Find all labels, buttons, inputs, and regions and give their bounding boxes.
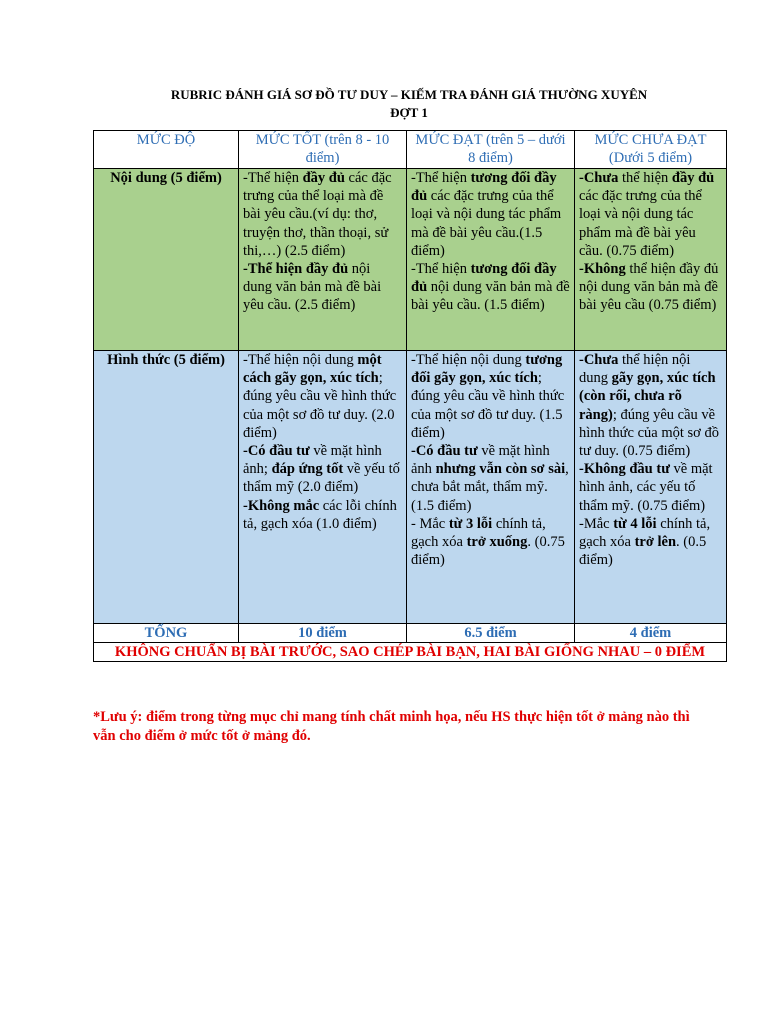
header-level: MỨC ĐỘ	[94, 131, 239, 169]
form-row	[94, 351, 727, 624]
rubric-table	[93, 130, 727, 662]
content-fail-line-2: -Không thể hiện đầy đủ nội dung văn bản mà đề bài yêu cầu (0.75 điểm)	[579, 261, 719, 314]
criterion-form: Hình thức (5 điểm)	[94, 351, 239, 624]
warning-text: KHÔNG CHUẨN BỊ BÀI TRƯỚC, SAO CHÉP BÀI BẠN, HAI BÀI GIỐNG NHAU – 0 ĐIỂM	[94, 643, 727, 662]
note-text: *Lưu ý: điểm trong từng mục chỉ mang tính chất minh họa, nếu HS thực hiện tốt ở mảng nào thì vẫn cho điểm ở mức tốt ở mảng đó.	[93, 709, 690, 744]
content-row	[94, 169, 727, 351]
content-pass-cell	[407, 169, 575, 351]
total-label: TỔNG	[94, 624, 239, 643]
title-line-2: ĐỢT 1	[390, 105, 428, 120]
header-good: MỨC TỐT (trên 8 - 10 điểm)	[239, 131, 407, 169]
form-pass-line-2: -Có đầu tư về mặt hình ảnh nhưng vẫn còn sơ sài, chưa bắt mắt, thẩm mỹ. (1.5 điểm)	[411, 443, 569, 514]
form-fail-line-1: -Chưa thể hiện nội dung gãy gọn, xúc tích (còn rối, chưa rõ ràng); đúng yêu cầu về hình thức của một sơ đồ tư duy. (0.75 điểm)	[579, 352, 719, 460]
total-pass: 6.5 điểm	[407, 624, 575, 643]
content-fail-cell	[575, 169, 727, 351]
criterion-content: Nội dung (5 điểm)	[94, 169, 239, 351]
header-fail: MỨC CHƯA ĐẠT (Dưới 5 điểm)	[575, 131, 727, 169]
form-good-line-1: -Thể hiện nội dung một cách gãy gọn, xúc tích; đúng yêu cầu về hình thức của một sơ đồ tư duy. (2.0 điểm)	[243, 352, 397, 441]
form-fail-line-3: -Mắc từ 4 lỗi chính tả, gạch xóa trở lên. (0.5 điểm)	[579, 515, 711, 569]
document-title	[94, 86, 724, 122]
warning-row	[94, 643, 727, 662]
header-pass: MỨC ĐẠT (trên 5 – dưới 8 điểm)	[407, 131, 575, 169]
form-fail-cell	[575, 351, 727, 624]
content-pass-line-2: -Thể hiện tương đối đầy đủ nội dung văn bản mà đề bài yêu cầu. (1.5 điểm)	[411, 261, 570, 314]
form-fail-line-2: -Không đầu tư về mặt hình ảnh, các yếu tố thẩm mỹ. (0.75 điểm)	[579, 461, 713, 514]
form-good-line-2: -Có đầu tư về mặt hình ảnh; đáp ứng tốt về yếu tố thẩm mỹ (2.0 điểm)	[243, 443, 400, 496]
content-good-line-2: -Thể hiện đầy đủ nội dung văn bản mà đề bài yêu cầu. (2.5 điểm)	[243, 261, 382, 314]
total-good: 10 điểm	[239, 624, 407, 643]
form-good-line-3: -Không mắc các lỗi chính tả, gạch xóa (1.0 điểm)	[243, 497, 397, 532]
header-row	[94, 131, 727, 169]
total-row	[94, 624, 727, 643]
form-pass-line-1: -Thể hiện nội dung tương đối gãy gọn, xúc tích; đúng yêu cầu về hình thức của một sơ đồ tư duy. (1.5 điểm)	[411, 352, 565, 441]
form-pass-cell	[407, 351, 575, 624]
title-line-1: RUBRIC ĐÁNH GIÁ SƠ ĐỒ TƯ DUY – KIẾM TRA ĐÁNH GIÁ THƯỜNG XUYÊN	[170, 87, 648, 102]
content-good-cell	[239, 169, 407, 351]
form-pass-line-3: - Mắc từ 3 lỗi chính tả, gạch xóa trở xuống. (0.75 điểm)	[411, 515, 565, 569]
content-pass-line-1: -Thể hiện tương đối đầy đủ các đặc trưng của thể loại và nội dung tác phẩm mà đề bài yêu cầu.(1.5 điểm)	[411, 170, 562, 259]
form-good-cell	[239, 351, 407, 624]
content-good-line-1: -Thể hiện đầy đủ các đặc trưng của thể loại mà đề bài yêu cầu.(ví dụ: thơ, truyện thơ, thần thoại, sử thi,…) (2.5 điểm)	[243, 170, 392, 259]
content-fail-line-1: -Chưa thể hiện đầy đủ các đặc trưng của thể loại và nội dung tác phẩm mà đề bài yêu cầu. (0.75 điểm)	[579, 170, 715, 259]
total-fail: 4 điểm	[575, 624, 727, 643]
